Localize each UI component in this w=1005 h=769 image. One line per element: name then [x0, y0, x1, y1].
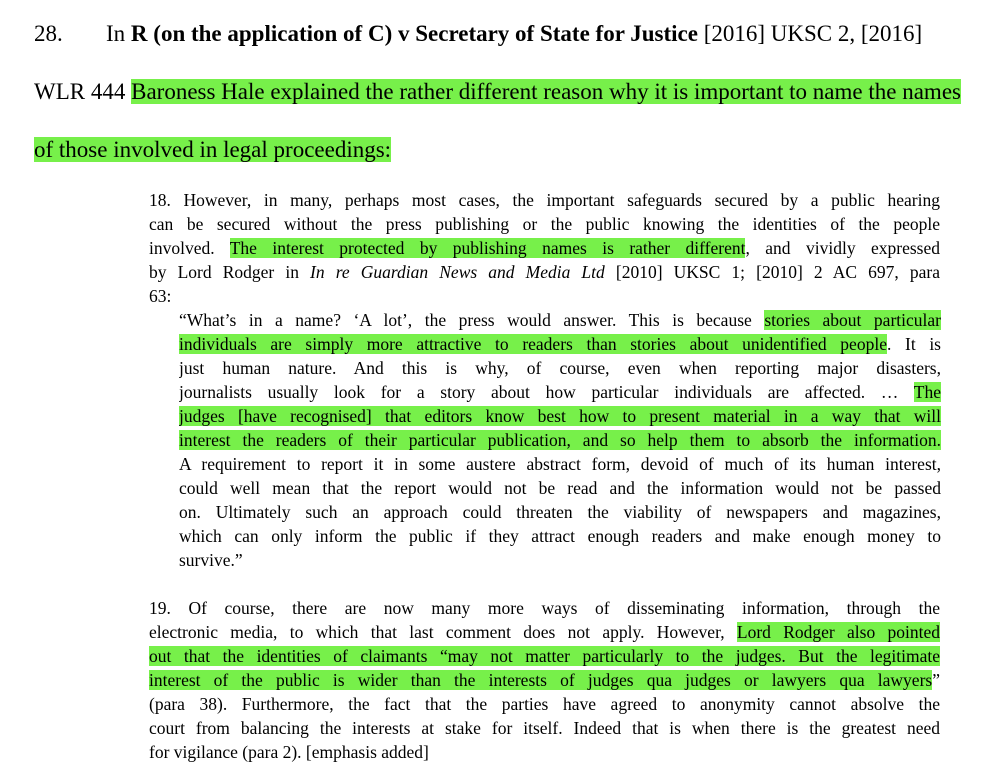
- inner-quote-line-8: could well mean that the report would not be read and the information would not be passed: [179, 478, 941, 498]
- paragraph-28-line-1: [106, 20, 922, 47]
- text-run: journalists usually look for a story about how particular individuals are affected. …: [179, 382, 914, 402]
- text-run: involved.: [149, 238, 230, 258]
- inner-quote-line-7: A requirement to report it in some austere abstract form, devoid of much of its human interest,: [179, 454, 941, 474]
- paragraph-number: 28.: [34, 21, 63, 46]
- quote-19-line-1: 19. Of course, there are now many more ways of disseminating information, through the: [149, 598, 940, 618]
- quote-19-line-3: [149, 645, 940, 669]
- highlighted-text: interest of the public is wider than the interests of judges qua judges or lawyers qua lawyers: [149, 670, 933, 690]
- quote-18-line-1: 18. However, in many, perhaps most cases, the important safeguards secured by a public hearing: [149, 190, 940, 210]
- highlighted-text: individuals are simply more attractive to readers than stories about unidentified people: [179, 334, 887, 354]
- text-run: In: [106, 21, 131, 46]
- highlighted-text: of those involved in legal proceedings:: [34, 137, 392, 162]
- citation-text: WLR 444: [34, 79, 132, 104]
- paragraph-28-line-2: [34, 78, 961, 105]
- text-run: “What’s in a name? ‘A lot’, the press would answer. This is because: [179, 310, 765, 330]
- quote-19-line-5: (para 38). Furthermore, the fact that the parties have agreed to anonymity cannot absolve the: [149, 694, 940, 714]
- text-run: by Lord Rodger in: [149, 262, 311, 282]
- inner-quote-line-9: on. Ultimately such an approach could threaten the viability of newspapers and magazines,: [179, 502, 941, 522]
- quote-18-line-2: can be secured without the press publishing or the public knowing the identities of the people: [149, 214, 940, 234]
- inner-quote-line-5: [179, 405, 941, 429]
- highlighted-text: out that the identities of claimants “may not matter particularly to the judges. But the legitimate: [149, 646, 940, 666]
- highlighted-text: The interest protected by publishing names is rather different: [229, 238, 746, 258]
- highlighted-text: judges [have recognised] that editors know best how to present material in a way that will: [179, 406, 941, 426]
- inner-quote-line-4: [179, 381, 941, 405]
- highlighted-text: Lord Rodger also pointed: [736, 622, 940, 642]
- highlighted-text: interest the readers of their particular publication, and so help them to absorb the information.: [179, 430, 941, 450]
- inner-quote-line-2: [179, 333, 941, 357]
- inner-quote-line-11: survive.”: [179, 550, 243, 570]
- quote-19-line-6: court from balancing the interests at stake for itself. Indeed that is when there is the greatest need: [149, 718, 940, 738]
- quote-19-line-7: for vigilance (para 2). [emphasis added]: [149, 742, 429, 762]
- text-run: ”: [932, 670, 940, 690]
- quote-19-line-4: [149, 669, 940, 693]
- text-run: , and vividly expressed: [745, 238, 940, 258]
- quote-18-line-5: 63:: [149, 286, 172, 306]
- citation-text: [2010] UKSC 1; [2010] 2 AC 697, para: [604, 262, 940, 282]
- case-name-bold: R (on the application of C) v Secretary of State for Justice: [130, 21, 698, 46]
- quote-18-line-3: [149, 237, 940, 261]
- paragraph-28-line-3: [34, 136, 391, 163]
- highlighted-text: The: [913, 382, 941, 402]
- inner-quote-line-3: just human nature. And this is why, of course, even when reporting major disasters,: [179, 358, 941, 378]
- citation-text: [2016] UKSC 2, [2016]: [697, 21, 923, 46]
- case-name-italic: In re Guardian News and Media Ltd: [310, 262, 605, 282]
- inner-quote-line-10: which can only inform the public if they attract enough readers and make enough money to: [179, 526, 941, 546]
- inner-quote-line-6: [179, 429, 941, 453]
- text-run: electronic media, to which that last comment does not apply. However,: [149, 622, 737, 642]
- quote-19-line-2: [149, 621, 940, 645]
- text-run: . It is: [886, 334, 941, 354]
- inner-quote-line-1: [179, 309, 941, 333]
- quote-18-line-4: [149, 261, 940, 285]
- highlighted-text: stories about particular: [764, 310, 941, 330]
- highlighted-text: Baroness Hale explained the rather different reason why it is important to name the names: [131, 79, 961, 104]
